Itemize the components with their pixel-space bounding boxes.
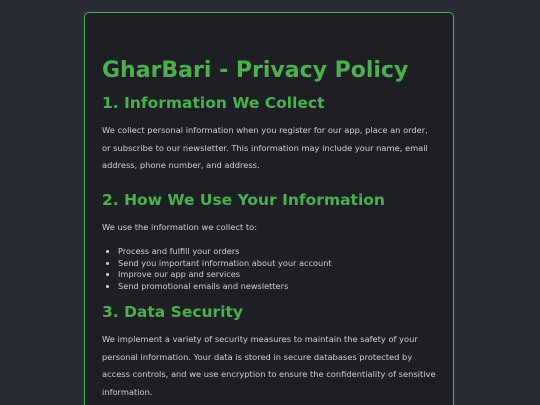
section-text-information-we-collect: We collect personal information when you register for our app, place an order, or subscribe to our newsletter. This information may include your name, email address, phone number, and address.	[102, 125, 428, 170]
usage-list	[102, 246, 436, 292]
section-text-data-security: We implement a variety of security measures to maintain the safety of your personal information. Your data is stored in secure databases protected by access controls, and we use encryption to ensure the confidentiality of sensitive information.	[102, 334, 436, 397]
list-item: • Improve our app and services	[118, 269, 436, 281]
list-item: • Send you important information about your account	[118, 258, 436, 270]
section-text-how-we-use: We use the information we collect to:	[102, 221, 258, 232]
list-item: • Send promotional emails and newsletters	[118, 281, 436, 293]
policy-card	[84, 12, 454, 405]
page-title: GharBari - Privacy Policy	[102, 58, 409, 83]
list-item: • Process and fulfill your orders	[118, 246, 436, 258]
section-heading-how-we-use: 2. How We Use Your Information	[102, 190, 385, 209]
section-heading-data-security: 3. Data Security	[102, 303, 244, 321]
section-heading-information-we-collect: 1. Information We Collect	[102, 94, 325, 112]
